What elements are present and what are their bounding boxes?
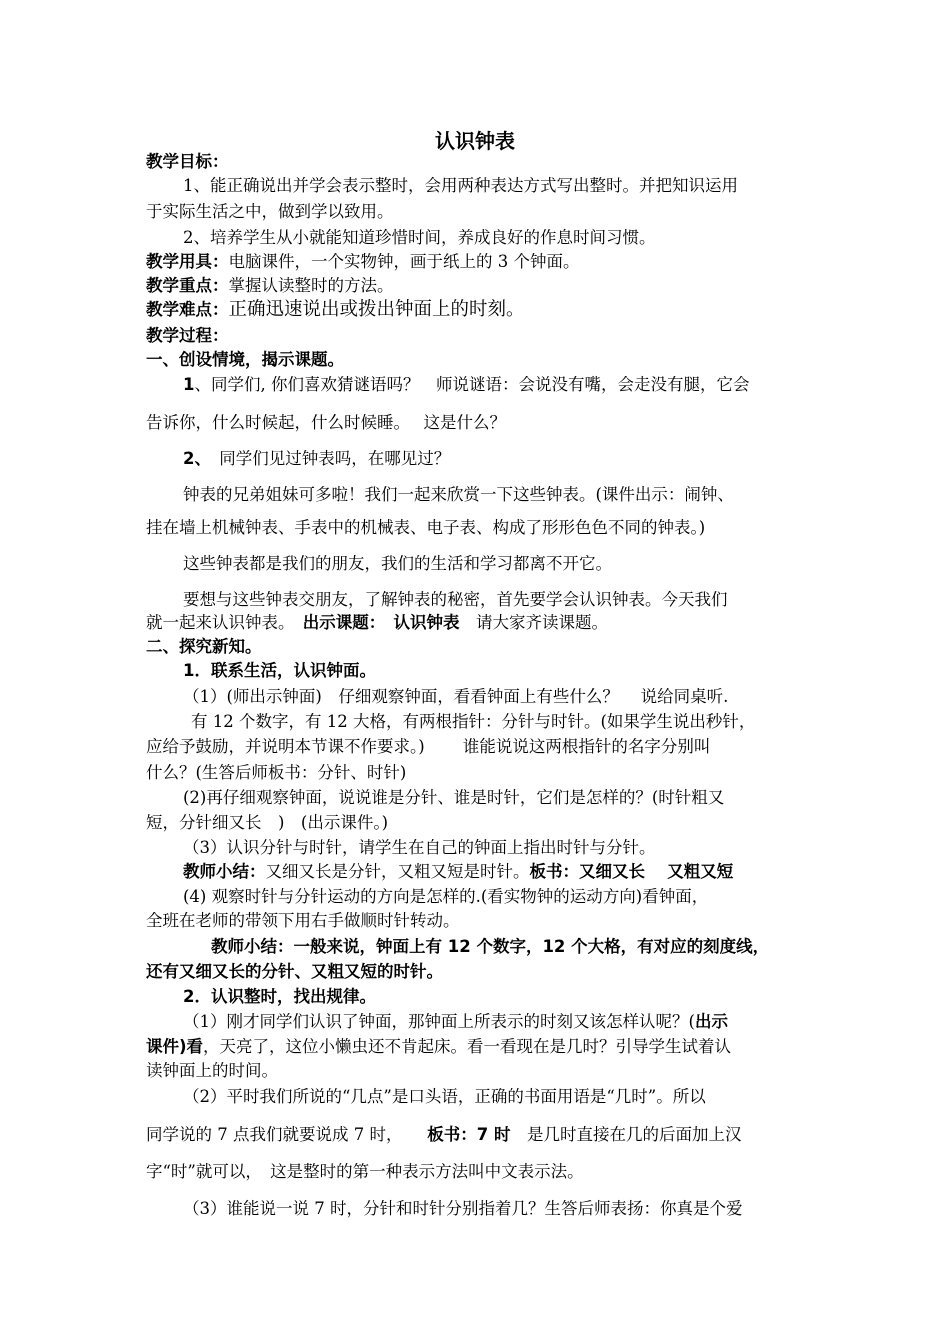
s2-line-3: 应给予鼓励，并说明本节课不作要求。) 谁能说说这两根指针的名字分别叫 [146,737,711,756]
s2-line-9: 全班在老师的带领下用右手做顺时针转动。 [146,911,460,930]
goal-2: 2、培养学生从小就能知道珍惜时间，养成良好的作息时间习惯。 [183,228,656,247]
section-1-heading: 一、创设情境，揭示课题。 [146,350,344,369]
s2-m2-line-b [146,1124,810,1146]
m1-text: （1）刚才同学们认识了钟面，那钟面上所表示的时刻又该怎样认呢？( [183,1012,695,1031]
m2-tail: 是几时直接在几的后面加上汉 [526,1125,742,1144]
m1-text-2: ，天亮了，这位小懒虫还不肯起床。看一看现在是几时？引导学生试着认 [203,1037,732,1056]
s2-line-1: （1）(师出示钟面) 仔细观察钟面，看看钟面上有些什么？ 说给同桌听. [183,687,729,706]
goal-1-line-b: 于实际生活之中，做到学以致用。 [146,202,394,221]
s2-m3-line: （3）谁能说一说 7 时，分针和时针分别指着几？生答后师表扬：你真是个爱 [183,1199,743,1218]
summary-1-text: 又细又长是分针，又粗又短是时针。 [265,862,530,881]
m2-board: 板书：7 时 [427,1125,511,1144]
s2-m2-line-a: （2）平时我们所说的“几点”是口头语，正确的书面用语是“几时”。所以 [183,1087,706,1106]
s1-p2-number: 2、 [183,449,203,468]
s1-paragraph-5a: 要想与这些钟表交朋友，了解钟表的秘密，首先要学会认识钟表。今天我们 [183,590,728,609]
s1-p5-text: 就一起来认识钟表。 [146,613,287,632]
s2-line-2: 有 12 个数字，有 12 大格，有两根指针：分针与时针。(如果学生说出秒针， [191,712,756,731]
s1-p5-topic: 出示课题： 认识钟表 [302,613,460,632]
m2-text: 同学说的 7 点我们就要说成 7 时， [146,1125,395,1144]
key-text: 掌握认读整时的方法。 [228,276,394,295]
s2-line-6: 短，分针细又长 ) (出示课件。) [146,813,389,832]
difficulty-line [146,299,810,321]
section-2-heading: 二、探究新知。 [146,637,262,656]
s2-line-4: 什么？(生答后师板书：分针、时针) [146,763,407,782]
s2-summary-1 [183,861,810,883]
key-label: 教学重点： [146,276,229,295]
s1-paragraph-5b [146,612,810,634]
s1-paragraph-1b: 告诉你，什么时候起，什么时候睡。 这是什么？ [146,413,506,432]
s2-m1-line-b [146,1036,810,1058]
s2-summary-2b: 还有又细又长的分针、又粗又短的时针。 [146,962,443,981]
difficulty-text: 正确迅速说出或拨出钟面上的时刻。 [228,299,525,320]
summary-1-label: 教师小结： [183,862,266,881]
tools-label: 教学用具： [146,252,229,271]
s1-paragraph-1a [183,374,810,396]
s1-p2-text: 同学们见过钟表吗，在哪见过？ [202,449,451,468]
s1-p1-text: 、同学们, 你们喜欢猜谜语吗？ 师说谜语：会说没有嘴，会走没有腿，它会 [194,375,750,394]
tools-line [146,251,810,273]
s2-subheading-2: 2．认识整时，找出规律。 [183,987,376,1006]
s2-summary-2a: 教师小结：一般来说，钟面上有 12 个数字，12 个大格，有对应的刻度线， [211,937,770,956]
s1-paragraph-4: 这些钟表都是我们的朋友，我们的生活和学习都离不开它。 [183,554,612,573]
process-heading: 教学过程： [146,326,229,345]
tools-text: 电脑课件，一个实物钟，画于纸上的 3 个钟面。 [228,252,580,271]
summary-1-board: 板书：又细又长 又粗又短 [529,862,734,881]
s1-p1-number: 1 [183,375,195,394]
goals-heading: 教学目标： [146,152,229,171]
difficulty-label: 教学难点： [146,300,229,319]
s2-line-7: （3）认识分针与时针，请学生在自己的钟面上指出时针与分针。 [183,838,656,857]
key-line [146,275,810,297]
s2-m1-line-c: 读钟面上的时间。 [146,1061,278,1080]
m1-bold-2: 课件)看 [146,1037,204,1056]
s2-subheading-1: 1．联系生活，认识钟面。 [183,661,376,680]
s1-p5-tail: 请大家齐读课题。 [459,613,608,632]
m1-bold: 出示 [694,1012,728,1031]
s2-line-5: (2)再仔细观察钟面，说说谁是分针、谁是时针，它们是怎样的？(时针粗又 [183,788,725,807]
s2-line-8: (4) 观察时针与分针运动的方向是怎样的.(看实物钟的运动方向)看钟面， [183,887,709,906]
s1-paragraph-2 [183,448,810,470]
s2-m1-line-a [183,1011,810,1033]
s1-paragraph-3b: 挂在墙上机械钟表、手表中的机械表、电子表、构成了形形色色不同的钟表。) [146,518,706,537]
s1-paragraph-3a: 钟表的兄弟姐妹可多啦！我们一起来欣赏一下这些钟表。(课件出示：闹钟、 [183,485,734,504]
s2-m2-line-c: 字“时”就可以， 这是整时的第一种表示方法叫中文表示法。 [146,1162,584,1181]
page-title: 认识钟表 [435,129,515,153]
goal-1-line-a: 1、能正确说出并学会表示整时，会用两种表达方式写出整时。并把知识运用 [183,176,738,195]
